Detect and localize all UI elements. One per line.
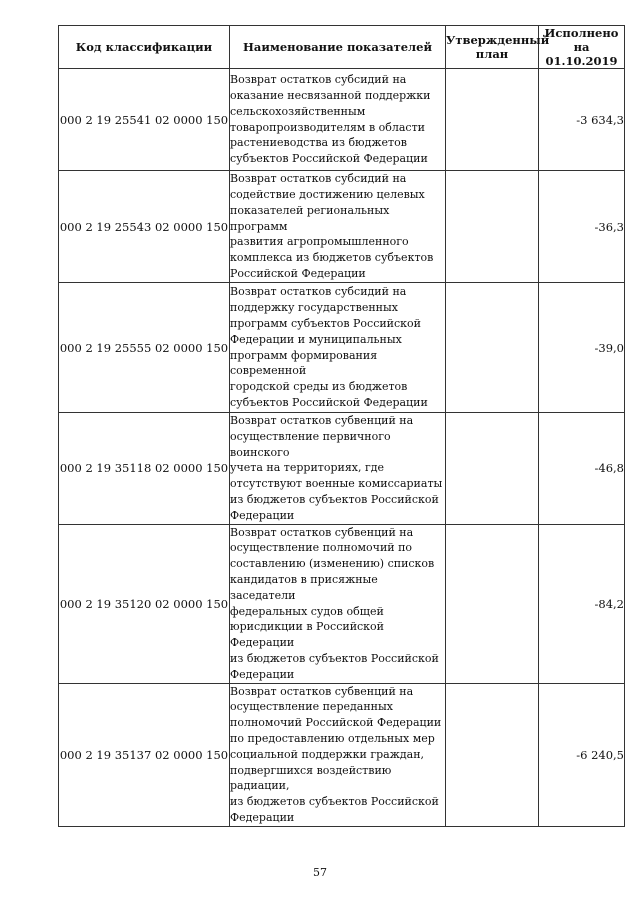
approved-plan — [446, 683, 539, 826]
table-row — [59, 69, 625, 171]
classification-code: 000 2 19 25541 02 0000 150 — [59, 69, 230, 171]
indicator-name-line: осуществление полномочий по — [230, 541, 413, 555]
executed-value: -6 240,5 — [539, 683, 625, 826]
indicator-name-line: юрисдикции в Российской Федерации — [230, 620, 385, 650]
indicator-name-line: растениеводства из бюджетов — [230, 136, 407, 150]
classification-code: 000 2 19 25543 02 0000 150 — [59, 171, 230, 283]
indicator-name-line: полномочий Российской Федерации — [230, 716, 442, 730]
indicator-name — [230, 69, 446, 171]
indicator-name-line: Федерации — [230, 667, 295, 681]
indicator-name-line: развития агропромышленного — [230, 235, 409, 249]
indicator-name-line: из бюджетов субъектов Российской — [230, 795, 439, 809]
indicator-name-line: Возврат остатков субвенций на — [230, 684, 414, 698]
indicator-name-line: Возврат остатков субвенций на — [230, 525, 414, 539]
indicator-name-line: Возврат остатков субсидий на — [230, 172, 407, 186]
classification-code: 000 2 19 25555 02 0000 150 — [59, 283, 230, 413]
indicator-name-line: из бюджетов субъектов Российской — [230, 651, 439, 665]
header-done-line2: на 01.10.2019 — [545, 40, 618, 68]
indicator-name — [230, 413, 446, 525]
indicator-name — [230, 683, 446, 826]
indicator-name-line: программ субъектов Российской — [230, 316, 422, 330]
table-row — [59, 683, 625, 826]
indicator-name-line: кандидатов в присяжные заседатели — [230, 572, 378, 602]
executed-value: -84,2 — [539, 524, 625, 683]
indicator-name-line: осуществление первичного воинского — [230, 429, 391, 459]
approved-plan — [446, 69, 539, 171]
indicator-name-line: субъектов Российской Федерации — [230, 152, 428, 166]
classification-code: 000 2 19 35137 02 0000 150 — [59, 683, 230, 826]
indicator-name-line: Возврат остатков субсидий на — [230, 285, 407, 299]
table-header-row — [59, 26, 625, 69]
indicator-name-line: Российской Федерации — [230, 266, 366, 280]
header-done — [539, 26, 625, 69]
indicator-name-line: Возврат остатков субвенций на — [230, 414, 414, 427]
table-row — [59, 283, 625, 413]
header-name: Наименование показателей — [230, 26, 446, 69]
indicator-name-line: составлению (изменению) списков — [230, 557, 435, 571]
indicator-name-line: Федерации и муниципальных — [230, 332, 402, 346]
indicator-name-line: Федерации — [230, 508, 295, 522]
executed-value: -3 634,3 — [539, 69, 625, 171]
indicator-name-line: осуществление переданных — [230, 700, 393, 714]
indicator-name-line: комплекса из бюджетов субъектов — [230, 251, 434, 265]
header-done-line1: Исполнено — [544, 26, 619, 40]
table-row — [59, 171, 625, 283]
approved-plan — [446, 413, 539, 525]
indicator-name-line: городской среды из бюджетов — [230, 380, 408, 394]
table-row — [59, 524, 625, 683]
indicator-name — [230, 171, 446, 283]
indicator-name-line: подвергшихся воздействию радиации, — [230, 763, 392, 793]
indicator-name-line: показателей региональных программ — [230, 203, 390, 233]
executed-value: -36,3 — [539, 171, 625, 283]
indicator-name-line: товаропроизводителям в области — [230, 120, 426, 134]
indicator-name-line: Федерации — [230, 810, 295, 824]
executed-value: -39,0 — [539, 283, 625, 413]
indicator-name-line: сельскохозяйственным — [230, 104, 366, 118]
table-row — [59, 413, 625, 525]
header-plan: Утвержденный план — [446, 26, 539, 69]
page-number: 57 — [313, 866, 327, 879]
approved-plan — [446, 524, 539, 683]
indicator-name-line: социальной поддержки граждан, — [230, 747, 425, 761]
indicator-name-line: учета на территориях, где — [230, 461, 385, 475]
header-code: Код классификации — [59, 26, 230, 69]
indicator-name-line: оказание несвязанной поддержки — [230, 88, 431, 102]
executed-value: -46,8 — [539, 413, 625, 525]
indicator-name-line: из бюджетов субъектов Российской — [230, 492, 439, 506]
table-body — [59, 69, 625, 827]
approved-plan — [446, 171, 539, 283]
indicator-name-line: содействие достижению целевых — [230, 188, 425, 201]
indicator-name-line: поддержку государственных — [230, 301, 398, 315]
classification-code: 000 2 19 35120 02 0000 150 — [59, 524, 230, 683]
indicator-name-line: отсутствуют военные комиссариаты — [230, 477, 443, 491]
indicator-name — [230, 283, 446, 413]
indicator-name-line: федеральных судов общей — [230, 604, 384, 618]
indicator-name — [230, 524, 446, 683]
budget-table — [58, 25, 625, 827]
indicator-name-line: субъектов Российской Федерации — [230, 395, 428, 409]
indicator-name-line: программ формирования современной — [230, 348, 378, 378]
approved-plan — [446, 283, 539, 413]
classification-code: 000 2 19 35118 02 0000 150 — [59, 413, 230, 525]
indicator-name-line: по предоставлению отдельных мер — [230, 731, 435, 745]
indicator-name-line: Возврат остатков субсидий на — [230, 73, 407, 87]
